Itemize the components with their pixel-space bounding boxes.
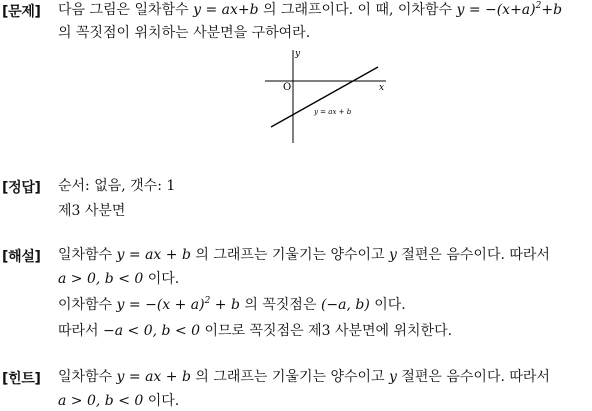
answer-tag: [정답] [2,180,41,196]
solution-line-2: a > 0, b < 0 이다. [58,271,180,287]
y-axis-label: y [295,49,301,59]
problem-line-2: 의 꼭짓점이 위치하는 사분면을 구하여라. [58,25,311,41]
linear-graph-figure [262,48,392,148]
answer-line-2: 제3 사분면 [58,203,126,219]
solution-line-3: 이차함수 $y = -(x + a)^2 + b$ 의 꼭짓점은 (−a, b) 이다. [58,296,406,313]
answer-line-1: 순서: 없음, 갯수: 1 [58,178,176,194]
hint-line-1: 일차함수 y = ax + b 의 그래프는 기울기는 양수이고 y 절편은 음수이다. 따라서 [58,369,550,385]
hint-tag: [힌트] [2,371,41,387]
quadratic-function-math: $y = -(x+a)^2+b$ [456,1,563,18]
x-axis-label: x [379,83,385,93]
problem-line-1: 다음 그림은 일차함수 y = ax+b 의 그래프이다. 이 때, 이차함수 $y = -(x+a)^2+b$ [58,1,563,18]
hint-line-2: a > 0, b < 0 이다. [58,393,180,409]
origin-label: O [283,82,292,93]
graph-line [271,67,378,127]
problem-tag: [문제] [2,4,41,20]
solution-line-4: 따라서 −a < 0, b < 0 이므로 꼭짓점은 제3 사분면에 위치한다. [58,323,453,339]
linear-function-math: y = ax+b [193,2,259,18]
graph-line-label: y = ax + b [314,108,352,116]
solution-tag: [해설] [2,249,41,265]
solution-line-1: 일차함수 y = ax + b 의 그래프는 기울기는 양수이고 y 절편은 음수이다. 따라서 [58,247,550,263]
